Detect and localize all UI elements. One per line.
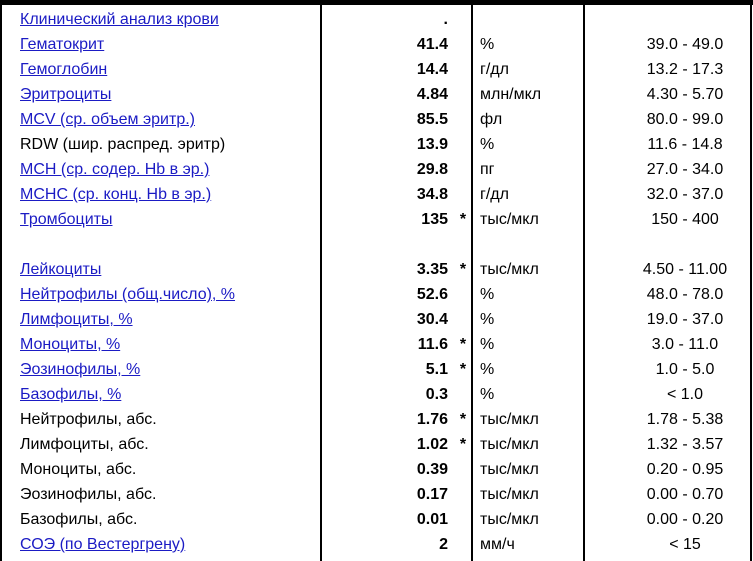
reference-range: < 1.0 (666, 386, 704, 403)
table-row (0, 107, 753, 132)
reference-range: 32.0 - 37.0 (646, 186, 724, 203)
result-value: 13.9 (416, 136, 448, 153)
reference-range: 3.0 - 11.0 (651, 336, 719, 353)
reference-range: 13.2 - 17.3 (646, 61, 724, 78)
test-name: Базофилы, абс. (20, 511, 138, 528)
unit-label: фл (480, 111, 503, 128)
table-row (0, 7, 753, 32)
result-value: 14.4 (416, 61, 448, 78)
unit-label: тыс/мкл (480, 461, 539, 478)
table-row (0, 332, 753, 357)
unit-label: г/дл (480, 61, 509, 78)
table-row (0, 482, 753, 507)
unit-label: тыс/мкл (480, 511, 539, 528)
test-name-link[interactable]: Моноциты, % (20, 336, 121, 353)
result-value: 0.01 (416, 511, 448, 528)
result-value: 85.5 (416, 111, 448, 128)
test-name-link[interactable]: Лейкоциты (20, 261, 102, 278)
test-name-link[interactable]: Эритроциты (20, 86, 112, 103)
reference-range: 1.32 - 3.57 (646, 436, 724, 453)
test-name-link[interactable]: Лимфоциты, % (20, 311, 133, 328)
result-value: 1.02 (416, 436, 448, 453)
abnormal-flag: * (459, 261, 467, 278)
unit-label: % (480, 311, 495, 328)
reference-range: 39.0 - 49.0 (646, 36, 724, 53)
reference-range: 80.0 - 99.0 (646, 111, 724, 128)
test-name-link[interactable]: MCHC (ср. конц. Hb в эр.) (20, 186, 212, 203)
test-name-link[interactable]: Гематокрит (20, 36, 105, 53)
table-row (0, 507, 753, 532)
test-name-link[interactable]: Клинический анализ крови (20, 11, 219, 28)
reference-range: 4.50 - 11.00 (642, 261, 728, 278)
unit-label: % (480, 286, 495, 303)
test-name-link[interactable]: Гемоглобин (20, 61, 108, 78)
unit-label: % (480, 361, 495, 378)
result-value: 2 (439, 536, 448, 553)
result-value: 5.1 (425, 361, 448, 378)
reference-range: 0.20 - 0.95 (646, 461, 724, 478)
table-row (0, 82, 753, 107)
reference-range: 1.0 - 5.0 (655, 361, 715, 378)
result-value: 41.4 (416, 36, 448, 53)
table-top-border (0, 0, 753, 5)
test-name-link[interactable]: MCV (ср. объем эритр.) (20, 111, 195, 128)
test-name: Лимфоциты, абс. (20, 436, 149, 453)
unit-label: тыс/мкл (480, 486, 539, 503)
reference-range: 150 - 400 (651, 211, 719, 228)
test-name-link[interactable]: Тромбоциты (20, 211, 113, 228)
abnormal-flag: * (459, 411, 467, 428)
test-name-link[interactable]: СОЭ (по Вестергрену) (20, 536, 186, 553)
table-row (0, 432, 753, 457)
result-value: 0.17 (416, 486, 448, 503)
test-name-link[interactable]: Эозинофилы, % (20, 361, 141, 378)
result-value: 29.8 (416, 161, 448, 178)
unit-label: тыс/мкл (480, 436, 539, 453)
unit-label: % (480, 36, 495, 53)
unit-label: % (480, 336, 495, 353)
result-value: 52.6 (416, 286, 448, 303)
result-value: 3.35 (416, 261, 448, 278)
table-row (0, 407, 753, 432)
test-name: RDW (шир. распред. эритр) (20, 136, 226, 153)
reference-range: 0.00 - 0.70 (646, 486, 724, 503)
reference-range: < 15 (669, 536, 701, 553)
table-row (0, 232, 753, 257)
unit-label: тыс/мкл (480, 261, 539, 278)
abnormal-flag: * (459, 211, 467, 228)
table-row (0, 132, 753, 157)
test-name: Нейтрофилы, абс. (20, 411, 157, 428)
table-row (0, 257, 753, 282)
result-value: 4.84 (416, 86, 448, 103)
result-value: 0.39 (416, 461, 448, 478)
table-row (0, 282, 753, 307)
test-name-link[interactable]: Нейтрофилы (общ.число), % (20, 286, 236, 303)
reference-range: 1.78 - 5.38 (646, 411, 724, 428)
table-row (0, 182, 753, 207)
unit-label: млн/мкл (480, 86, 542, 103)
test-name: Эозинофилы, абс. (20, 486, 157, 503)
test-name-link[interactable]: Базофилы, % (20, 386, 122, 403)
unit-label: тыс/мкл (480, 211, 539, 228)
reference-range: 27.0 - 34.0 (646, 161, 724, 178)
unit-label: мм/ч (480, 536, 515, 553)
result-value: 1.76 (416, 411, 448, 428)
table-row (0, 532, 753, 557)
result-value: 0.3 (425, 386, 448, 403)
table-row (0, 357, 753, 382)
abnormal-flag: * (459, 361, 467, 378)
reference-range: 4.30 - 5.70 (646, 86, 724, 103)
test-name-link[interactable]: MCH (ср. содер. Hb в эр.) (20, 161, 210, 178)
unit-label: % (480, 386, 495, 403)
unit-label: пг (480, 161, 495, 178)
table-row (0, 207, 753, 232)
reference-range: 19.0 - 37.0 (646, 311, 724, 328)
result-value: 34.8 (416, 186, 448, 203)
unit-label: тыс/мкл (480, 411, 539, 428)
reference-range: 11.6 - 14.8 (647, 136, 723, 153)
table-row (0, 157, 753, 182)
reference-range: 0.00 - 0.20 (646, 511, 724, 528)
table-row (0, 457, 753, 482)
table-row (0, 307, 753, 332)
table-row (0, 57, 753, 82)
test-name: Моноциты, абс. (20, 461, 137, 478)
reference-range: 48.0 - 78.0 (646, 286, 724, 303)
result-value: 135 (421, 211, 448, 228)
unit-label: г/дл (480, 186, 509, 203)
result-value: 11.6 (417, 336, 448, 353)
result-value: 30.4 (416, 311, 448, 328)
abnormal-flag: * (459, 436, 467, 453)
abnormal-flag: * (459, 336, 467, 353)
table-row (0, 382, 753, 407)
table-row (0, 32, 753, 57)
result-value: . (443, 11, 448, 28)
unit-label: % (480, 136, 495, 153)
